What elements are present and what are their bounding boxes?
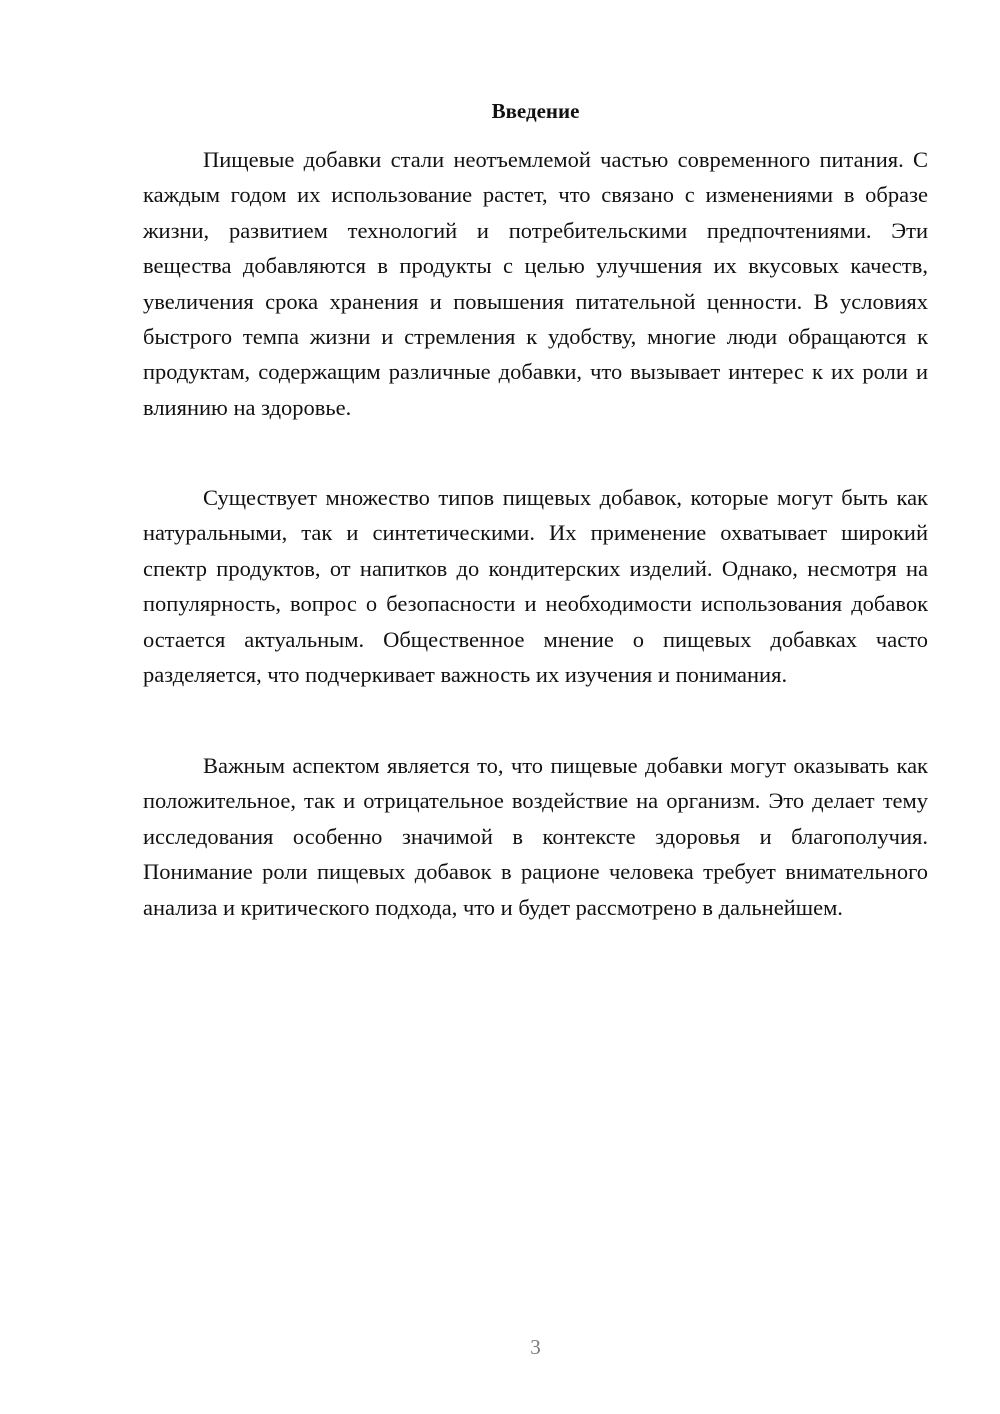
page-title: Введение	[491, 99, 580, 123]
page-number: 3	[530, 1335, 541, 1359]
paragraph-2: Существует множество типов пищевых добавок, которые могут быть как натуральными, так и синтетическими. Их применение охватывает широкий спектр продуктов, от напитков до кондитерских изделий. Однако, несмотря на популярность, вопрос о безопасности и необходимости использования добавок остается актуальным. Общественное мнение о пищевых добавках часто разделяется, что подчеркивает важность их изучения и понимания.	[143, 485, 928, 688]
paragraph-1: Пищевые добавки стали неотъемлемой частью современного питания. С каждым годом их использование растет, что связано с изменениями в образе жизни, развитием технологий и потребительскими предпочтениями. Эти вещества добавляются в продукты с целью улучшения их вкусовых качеств, увеличения срока хранения и повышения питательной ценности. В условиях быстрого темпа жизни и стремления к удобству, многие люди обращаются к продуктам, содержащим различные добавки, что вызывает интерес к их роли и влиянию на здоровье.	[143, 147, 928, 420]
paragraph-3: Важным аспектом является то, что пищевые добавки могут оказывать как положительное, так и отрицательное воздействие на организм. Это делает тему исследования особенно значимой в контексте здоровья и благополучия. Понимание роли пищевых добавок в рационе человека требует внимательного анализа и критического подхода, что и будет рассмотрено в дальнейшем.	[143, 753, 928, 920]
